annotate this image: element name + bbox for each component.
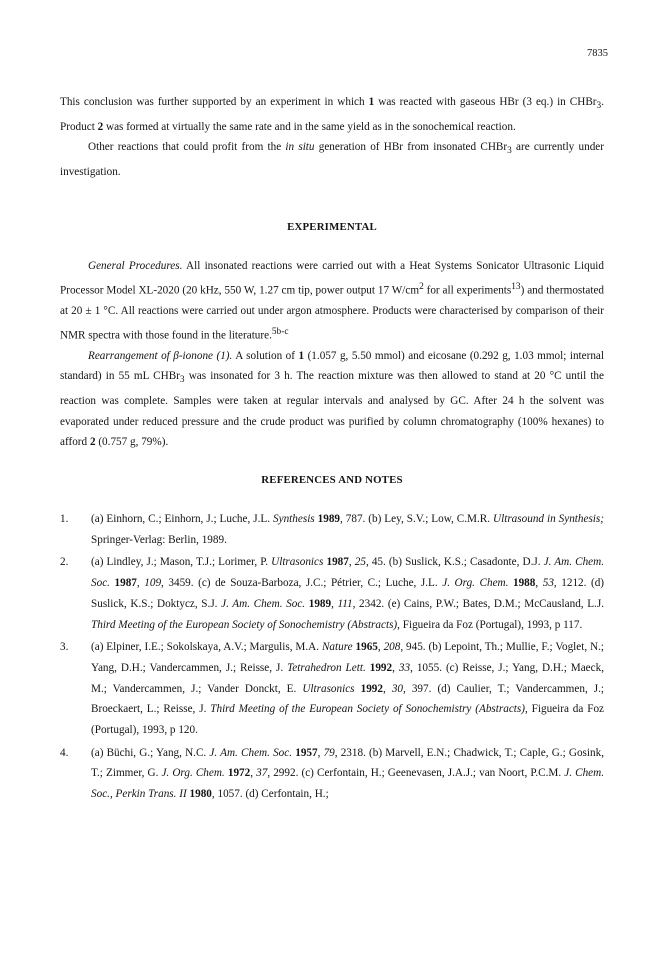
references-heading: REFERENCES AND NOTES — [261, 474, 403, 486]
page-number: 7835 — [587, 48, 608, 59]
intro-paragraph-1: This conclusion was further supported by an experiment in which 1 was reacted with gaseous HBr (3 eq.) in CHBr$_3$. Product 2 was formed at virtually the same rate and in the same yield as in the sonochemical reaction. — [60, 96, 604, 133]
reference-item — [60, 552, 604, 635]
reference-number: 2. — [60, 556, 69, 569]
reference-item — [60, 637, 604, 741]
reference-text: (a) Büchi, G.; Yang, N.C. J. Am. Chem. Soc. 1957, 79, 2318. (b) Marvell, E.N.; Chadwick, T.; Caple, G.; Gosink, T.; Zimmer, G. J. Org. Chem. 1972, 37, 2992. (c) Cerfontain, H.; Geenevasen, J.A.J.; van Noort, P.C.M. J. Chem. Soc., Perkin Trans. II 1980, 1057. (d) Cerfontain, H.; — [91, 746, 605, 801]
reference-number: 4. — [60, 746, 69, 759]
reference-number: 1. — [60, 513, 69, 525]
references-list — [60, 509, 604, 807]
intro-section — [60, 92, 604, 183]
general-procedures-paragraph: General Procedures. All insonated reactions were carried out with a Heat Systems Sonicator Ultrasonic Liquid Processor Model XL-2020 (20 kHz, 550 W, 1.27 cm tip, power output 17 $W/cm^2$ for all experiments$^{13}$) and thermostated at 20 ± 1 °C. All reactions were carried out under argon atmosphere. Products were characterised by comparison of their NMR spectra with those found in the literature.$^{5b-c}$ — [60, 260, 605, 342]
reference-text: (a) Lindley, J.; Mason, T.J.; Lorimer, P. Ultrasonics 1987, 25, 45. (b) Suslick, K.S.; Casadonte, D.J. J. Am. Chem. Soc. 1987, 109, 3459. (c) de Souza-Barboza, J.C.; Pétrier, C.; Luche, J.L. J. Org. Chem. 1988, 53, 1212. (d) Suslick, K.S.; Doktycz, S.J. J. Am. Chem. Soc. 1989, 111, 2342. (e) Cains, P.W.; Bates, D.M.; McCausland, L.J. Third Meeting of the European Society of Sonochemistry (Abstracts), Figueira da Foz (Portugal), 1993, p 117. — [91, 556, 605, 631]
intro-paragraph-2: Other reactions that could profit from the in situ generation of HBr from insonated CHBr$_3$ are currently under investigation. — [60, 141, 604, 179]
reference-item — [60, 743, 604, 805]
experimental-heading: EXPERIMENTAL — [287, 221, 377, 233]
rearrangement-paragraph: Rearrangement of β-ionone (1). A solution of 1 (1.057 g, 5.50 mmol) and eicosane (0.292 g, 1.03 mmol; internal standard) in 55 mL CHBr$_3$ was insonated for 3 h. The reaction mixture was then allowed to stand at 20 °C until the reaction was complete. Samples were taken at regular intervals and analysed by GC. After 24 h the solvent was evaporated under reduced pressure and the crude product was purified by column chromatography (100% hexanes) to afford 2 (0.757 g, 79%). — [60, 349, 605, 449]
reference-number: 3. — [60, 641, 69, 654]
reference-text: (a) Einhorn, C.; Einhorn, J.; Luche, J.L. Synthesis 1989, 787. (b) Ley, S.V.; Low, C.M.R. Ultrasound in Synthesis; Springer-Verlag: Berlin, 1989. — [91, 513, 604, 546]
reference-item — [60, 509, 604, 550]
experimental-section — [60, 256, 604, 453]
reference-text: (a) Elpiner, I.E.; Sokolskaya, A.V.; Margulis, M.A. Nature 1965, 208, 945. (b) Lepoint, Th.; Mullie, F.; Voglet, N.; Yang, D.H.; Vandercammen, J.; Reisse, J. Tetrahedron Lett. 1992, 33, 1055. (c) Reisse, J.; Yang, D.H.; Maeck, M.; Vandercammen, J.; Vander Donckt, E. Ultrasonics 1992, 30, 397. (d) Caulier, T.; Vandercammen, J.; Broeckaert, L.; Reisse, J. Third Meeting of the European Society of Sonochemistry (Abstracts), Figueira da Foz (Portugal), 1993, p 120. — [91, 641, 605, 737]
